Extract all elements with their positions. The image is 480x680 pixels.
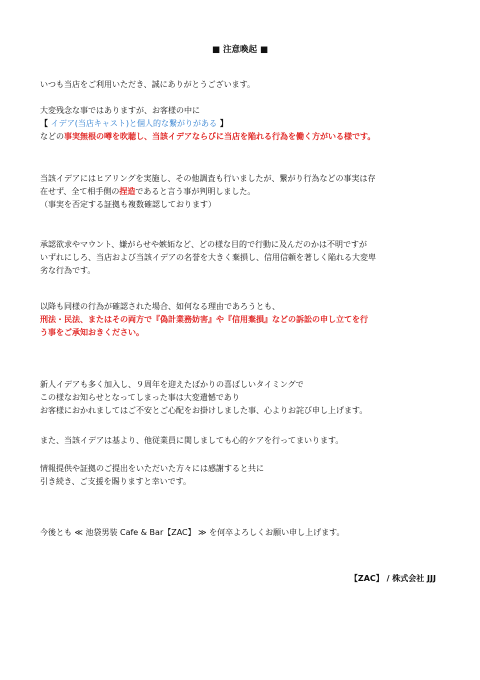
investigation-prefix: 在せず、全て相手側の <box>40 187 120 196</box>
apology-paragraph <box>40 378 440 417</box>
care-line: また、当該イデアは基より、他従業員に関しましても心的ケアを行ってまいります。 <box>40 436 344 445</box>
fabrication-red: 捏造 <box>119 187 136 196</box>
bracket-open: 【 <box>40 119 51 128</box>
investigation-paragraph <box>40 172 440 211</box>
legal-line-2: 刑法・民法、またはその両方で『偽計業務妨害』や『信用棄損』などの訴訟の申し立てを行 <box>40 315 368 324</box>
legal-paragraph <box>40 300 440 339</box>
care-paragraph <box>40 434 440 447</box>
investigation-line-1: 当該イデアにはヒアリングを実施し、その他調査も行いましたが、繋がり行為などの事実は存 <box>40 174 376 183</box>
legal-line-1: 以降も同様の行為が確認された場合、如何なる理由であろうとも、 <box>40 302 280 311</box>
apology-line-2: この様なお知らせとなってしまった事は大変遺憾であり <box>40 393 240 402</box>
greeting-line: いつも当店をご利用いただき、誠にありがとうございます。 <box>40 80 256 89</box>
investigation-line-2 <box>40 185 440 198</box>
warning-line-2 <box>40 117 440 130</box>
warning-paragraph <box>40 104 440 143</box>
warning-line-1: 大変残念な事ではありますが、お客様の中に <box>40 106 200 115</box>
motive-line-2: いずれにしろ、当店および当該イデアの名誉を大きく棄損し、信用信頼を著しく陥れる大変卑 <box>40 253 376 262</box>
closing-paragraph <box>40 526 440 539</box>
apology-line-1: 新人イデアも多く加入し、９周年を迎えたばかりの喜ばしいタイミングで <box>40 380 304 389</box>
thanks-line-1: 情報提供や証拠のご提出をいただいた方々には感謝すると共に <box>40 464 264 473</box>
closing-line: 今後とも ≪ 池袋男装 Cafe & Bar【ZAC】 ≫ を何卒よろしくお願い申し上げます。 <box>40 528 345 537</box>
thanks-paragraph <box>40 462 440 488</box>
motive-line-3: 劣な行為です。 <box>40 266 96 275</box>
highlight-red: 事実無根の噂を吹聴し、当該イデアならびに当店を陥れる行為を働く方がいる様です。 <box>64 132 376 141</box>
motive-paragraph <box>40 238 440 277</box>
warning-line-3 <box>40 130 440 143</box>
highlight-blue: イデア(当店キャスト)と個人的な繋がりがある <box>50 119 218 128</box>
apology-line-3: お客様におかれましてはご不安とご心配をお掛けしました事、心よりお詫び申し上げます。 <box>40 406 368 415</box>
signature: 【ZAC】 / 株式会社 JJJ <box>349 574 436 583</box>
warning-prefix: などの <box>40 132 64 141</box>
bracket-close: 】 <box>217 119 228 128</box>
investigation-line-3: （事実を否定する証拠も複数確認しております） <box>40 200 216 209</box>
page-title: ■ 注意喚起 ■ <box>212 45 268 55</box>
motive-line-1: 承認欲求やマウント、嫌がらせや嫉妬など、どの様な目的で行動に及んだのかは不明ですが <box>40 240 368 249</box>
investigation-suffix: であると言う事が判明しました。 <box>135 187 256 196</box>
legal-line-3: う事をご承知おきください。 <box>40 328 144 337</box>
greeting-paragraph <box>40 78 440 91</box>
thanks-line-2: 引き続き、ご支援を賜りますと幸いです。 <box>40 477 192 486</box>
